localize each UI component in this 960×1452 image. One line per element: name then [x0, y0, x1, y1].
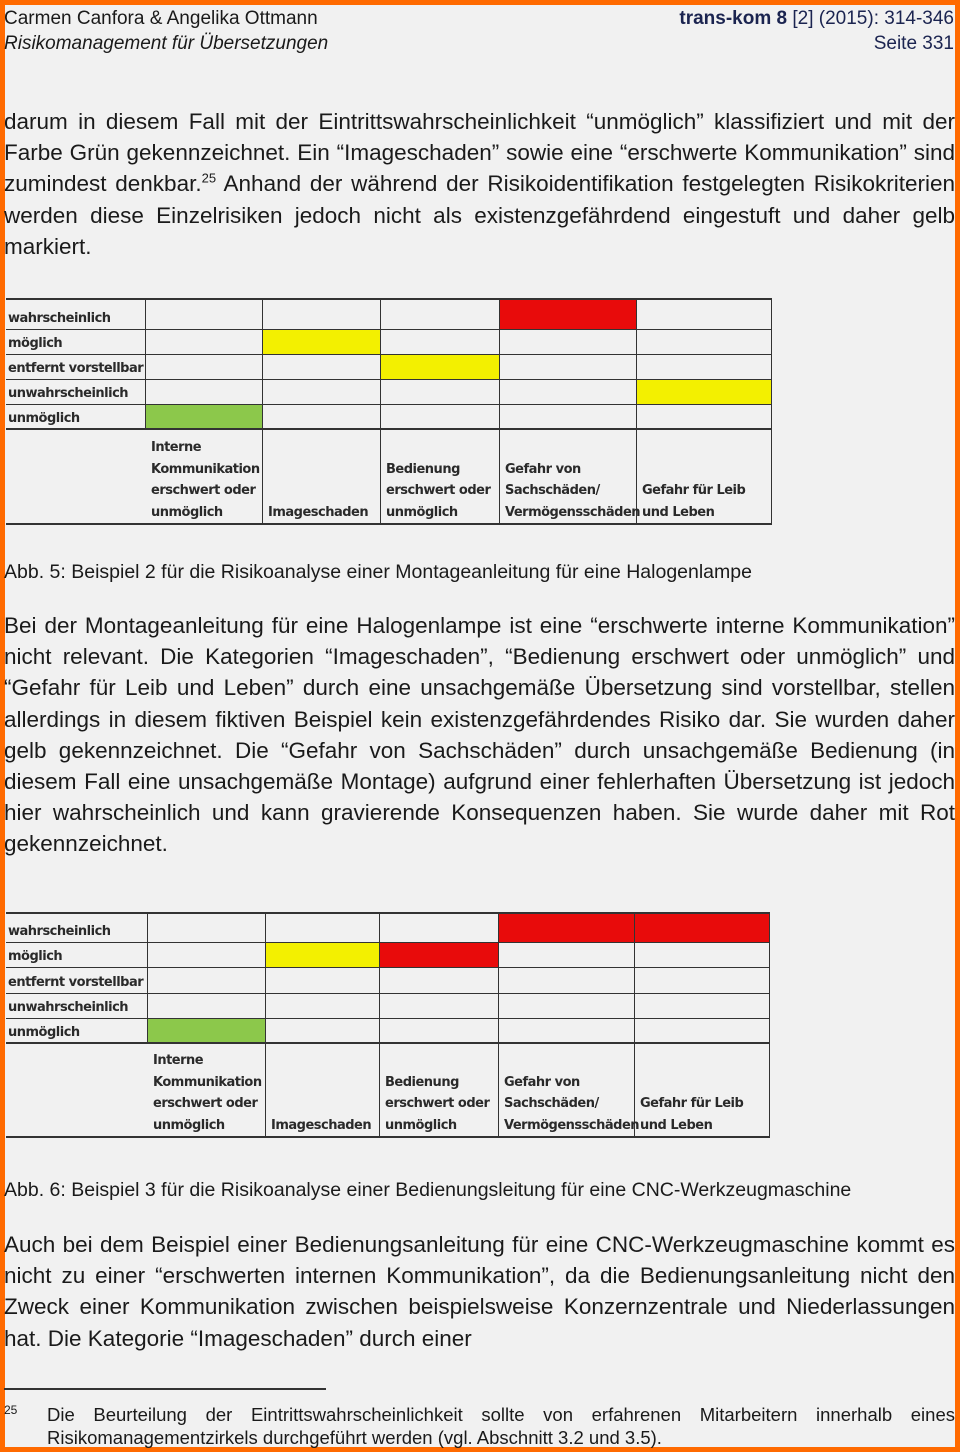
probability-label: unwahrscheinlich: [8, 1000, 129, 1015]
impact-category-label: Bedienung erschwert oder unmöglich: [385, 1074, 490, 1133]
page-frame-top: [0, 0, 960, 5]
paragraph-1: [4, 106, 955, 262]
probability-label: entfernt vorstellbar: [8, 361, 144, 376]
paragraph-1-text-b: Anhand der während der Risikoidentifikation festgelegten Risikokriterien werden diese Einzelrisiken jedoch nicht als existenzgefährdend eingestuft und daher gelb markiert.: [4, 171, 955, 259]
paragraph-1-text-a: darum in diesem Fall mit der Eintrittswahrscheinlichkeit “unmöglich” klassifiziert und mit der Farbe Grün gekennzeichnet. Ein “Imageschaden” sowie eine “erschwerte Kommunikation” sind zumindest denkbar.: [4, 109, 955, 197]
footnote-number: 25: [4, 1403, 18, 1417]
probability-label: möglich: [8, 949, 63, 964]
footnote-ref[interactable]: 25: [201, 170, 217, 186]
risk-matrix-fig6: [6, 912, 770, 1138]
impact-category-label: Interne Kommunikation erschwert oder unmöglich: [151, 440, 260, 520]
figure-caption-6: Abb. 6: Beispiel 3 für die Risikoanalyse einer Bedienungsleitung für eine CNC-Werkzeugmaschine: [4, 1179, 852, 1201]
impact-category-label: Imageschaden: [268, 504, 369, 520]
page-frame-right: [955, 0, 960, 1452]
impact-category-label: Gefahr von Sachschäden/ Vermögensschäden: [505, 461, 641, 520]
journal-name: trans-kom 8: [679, 8, 788, 29]
running-header-right: [679, 6, 954, 56]
probability-label: möglich: [8, 336, 63, 351]
footnote-text: Die Beurteilung der Eintrittswahrscheinlichkeit sollte von erfahrenen Mitarbeitern innerhalb eines Risikomanagementzirkels durchgeführt werden (vgl. Abschnitt 3.2 und 3.5).: [47, 1404, 955, 1448]
impact-category-label: Bedienung erschwert oder unmöglich: [386, 461, 491, 520]
impact-category-label: Gefahr für Leib und Leben: [640, 1096, 744, 1133]
impact-category-label: Interne Kommunikation erschwert oder unmöglich: [153, 1053, 262, 1133]
probability-label: unmöglich: [8, 411, 80, 426]
journal-issue: [2] (2015): 314-346: [792, 8, 954, 29]
figure-caption-5: Abb. 5: Beispiel 2 für die Risikoanalyse einer Montageanleitung für eine Halogenlampe: [4, 561, 752, 583]
header-title: Risikomanagement für Übersetzungen: [4, 33, 329, 54]
probability-label: wahrscheinlich: [8, 311, 111, 326]
probability-label: unmöglich: [8, 1025, 80, 1040]
paragraph-3: Auch bei dem Beispiel einer Bedienungsanleitung für eine CNC-Werkzeugmaschine kommt es nicht zu einer “erschwerten internen Kommunikation”, da die Bedienungsanleitung nicht den Zweck einer Kommunikation zwischen beispielsweise Konzernzentrale und Niederlassungen hat. Die Kategorie “Imageschaden” durch einer: [4, 1232, 955, 1351]
impact-category-label: Imageschaden: [271, 1117, 372, 1133]
probability-label: entfernt vorstellbar: [8, 975, 144, 990]
impact-category-label: Gefahr von Sachschäden/ Vermögensschäden: [504, 1074, 640, 1133]
header-authors: Carmen Canfora & Angelika Ottmann: [4, 8, 318, 29]
page-number: Seite 331: [873, 33, 954, 54]
probability-label: unwahrscheinlich: [8, 386, 129, 401]
impact-category-label: Gefahr für Leib und Leben: [642, 483, 746, 520]
running-header-left: [4, 6, 328, 56]
footnote-divider: [4, 1388, 326, 1390]
paragraph-2: Bei der Montageanleitung für eine Halogenlampe ist eine “erschwerte interne Kommunikation” nicht relevant. Die Kategorien “Imageschaden”, “Bedienung erschwert oder unmöglich” und “Gefahr für Leib und Leben” durch eine unsachgemäße Übersetzung sind vorstellbar, stellen allerdings in diesem fiktiven Beispiel kein existenzgefährdendes Risiko dar. Sie wurden daher gelb gekennzeichnet. Die “Gefahr von Sachschäden” durch unsachgemäße Bedienung (in diesem Fall eine unsachgemäße Montage) aufgrund einer fehlerhaften Übersetzung ist jedoch hier wahrscheinlich und kann gravierende Konsequenzen haben. Sie wurde daher mit Rot gekennzeichnet.: [4, 613, 955, 857]
probability-label: wahrscheinlich: [8, 924, 111, 939]
risk-matrix-fig5: [6, 298, 772, 525]
